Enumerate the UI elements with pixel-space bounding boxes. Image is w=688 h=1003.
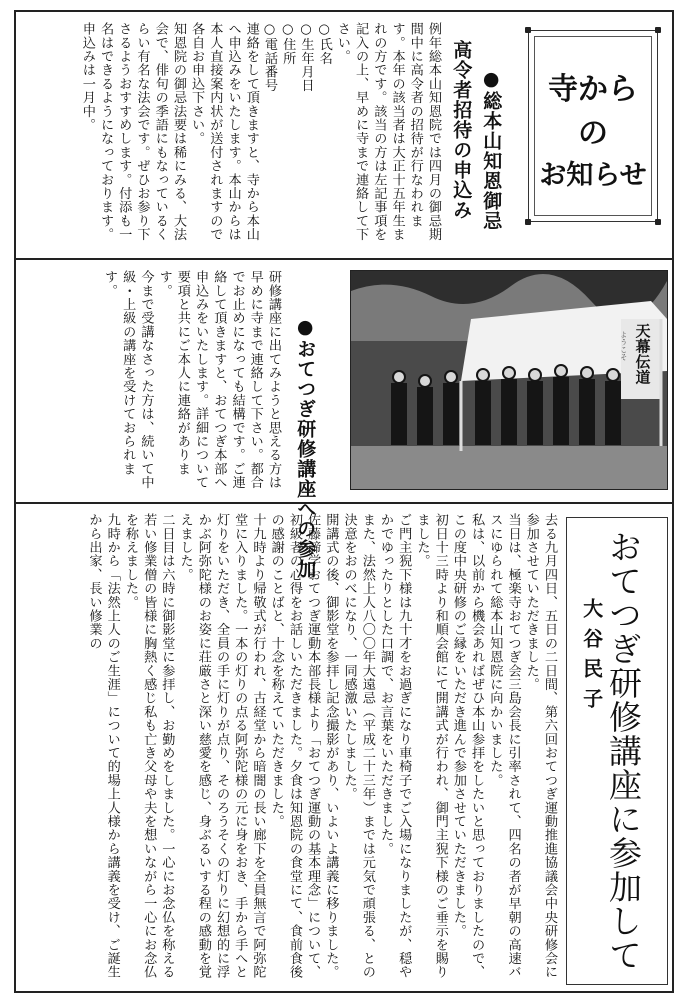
newsletter-title-line3: お知らせ (539, 160, 647, 191)
notice2-headline: ●おてつぎ研修講座への参加 (292, 270, 344, 579)
photo-banner-main: 天幕伝道 (633, 323, 652, 385)
bullet-icon: ● (480, 68, 503, 91)
photo-banner-sub: ようこそ (619, 331, 628, 361)
bullet-icon: ● (294, 316, 317, 339)
article-author: 大谷民子 (579, 598, 604, 718)
notice1-headline-col1: ●総本山知恩御忌 (478, 22, 530, 231)
article-title-box (566, 517, 668, 985)
article-body: 去る九月四日、五日の二日間、第六回おてつぎ運動推進協議会中央研修会に参加させていただきました。 当日は、極楽寺おてつぎ会三島会長に引率されて、四名の者が早朝の高速バスにゆられて総本山知恩院に向かいました。 私は、以前から機会あればぜひ本山参拝をしたいと思っておりましたので、この度中央研修のご縁をいただき進んで参加させていただきました。 初日十三時より和順会館にて開講式が行われ、御門主猊下様のご垂示を賜りました。 ご門主猊下様は九十才をお過ぎになり車椅子でご入場になりましたが、穏やかでゆったりとした口調で、お言葉をいただきました。 また、法然上人八〇〇年大遠忌（平成二十三年）までは元気で頑張る、との決意をおのべになり、一同感激いたしました。 開講式の後、御影堂を参拝し記念撮影があり、いよいよ講義に移りました。佐藤諦学おてつぎ運動本部長様より「おてつぎ運動の基本理念」について、初級者の心得をお話しいただきました。夕食は知恩院の食堂にて、食前食後の感謝のことばと、十念を称えていただきました。 十九時より帰敬式が行われ、古経堂から暗闇の長い廊下を全員無言で阿弥陀堂に入りました。一本の灯りの点る阿弥陀様の元に身をおき、手から手へと灯りをいただき、全員の手に灯りが点り、そのろうそくの灯りに幻想的に浮かぶ阿弥陀様のお姿に荘厳さと深い慈愛を感じ、身ぶるいする程の感動を覚えました。 二日目は六時に御影堂に参拝し、お勤めをしました。一心にお念仏を称える若い修業僧の皆様に胸熱く感じ私も亡き父母や夫を想いながら一心にお念仏を称えました。 九時から「法然上人のご生涯」について的場上人様から講義を受け、ご誕生から出家、長い修業の (86, 513, 557, 979)
tent-sermon-photo (350, 270, 668, 490)
section-divider-top (14, 258, 674, 260)
newsletter-title-box (528, 30, 658, 222)
photo-illustration (351, 271, 667, 489)
notice1-headline-col2: 高令者招待の申込み (450, 40, 473, 220)
newsletter-title-line1: 寺から (548, 72, 638, 107)
newsletter-title-line2: の (578, 116, 608, 151)
notice2-body: 研修講座に出てみようと思える方は早めに寺まで連絡して下さい。都合でお止めになっても結構です。ご連絡して頂きますと、おてつぎ本部へ申込みをいたします。詳細について要項と共にご本人に連絡があります。 今まで受講なさった方は、続いて中級・上級の講座を受けておられます。 (102, 270, 281, 490)
notice1-body: 例年総本山知恩院では四月の御忌期間中に高令者の招待が行なわれます。本年の該当者は大正十五年生まれの方です。該当の方は左記事項を記入の上、早めに寺まで連絡して下さい。 ○氏名 ○生年月日 ○住所 ○電話番号 連絡をして頂きますと、寺から本山へ申込みをいたします。本山からは本人直接案内状が送付されますので各自お申込下さい。 知恩院の御忌法要は稀にみる、大法会で、俳句の季語にもなっているくらい有名な法会です。ぜひお参り下さるようおすすめします。付添も一名はできるようになっております。申込みは一月中。 (79, 22, 441, 242)
article-title: おてつぎ研修講座に参加して (604, 530, 643, 972)
